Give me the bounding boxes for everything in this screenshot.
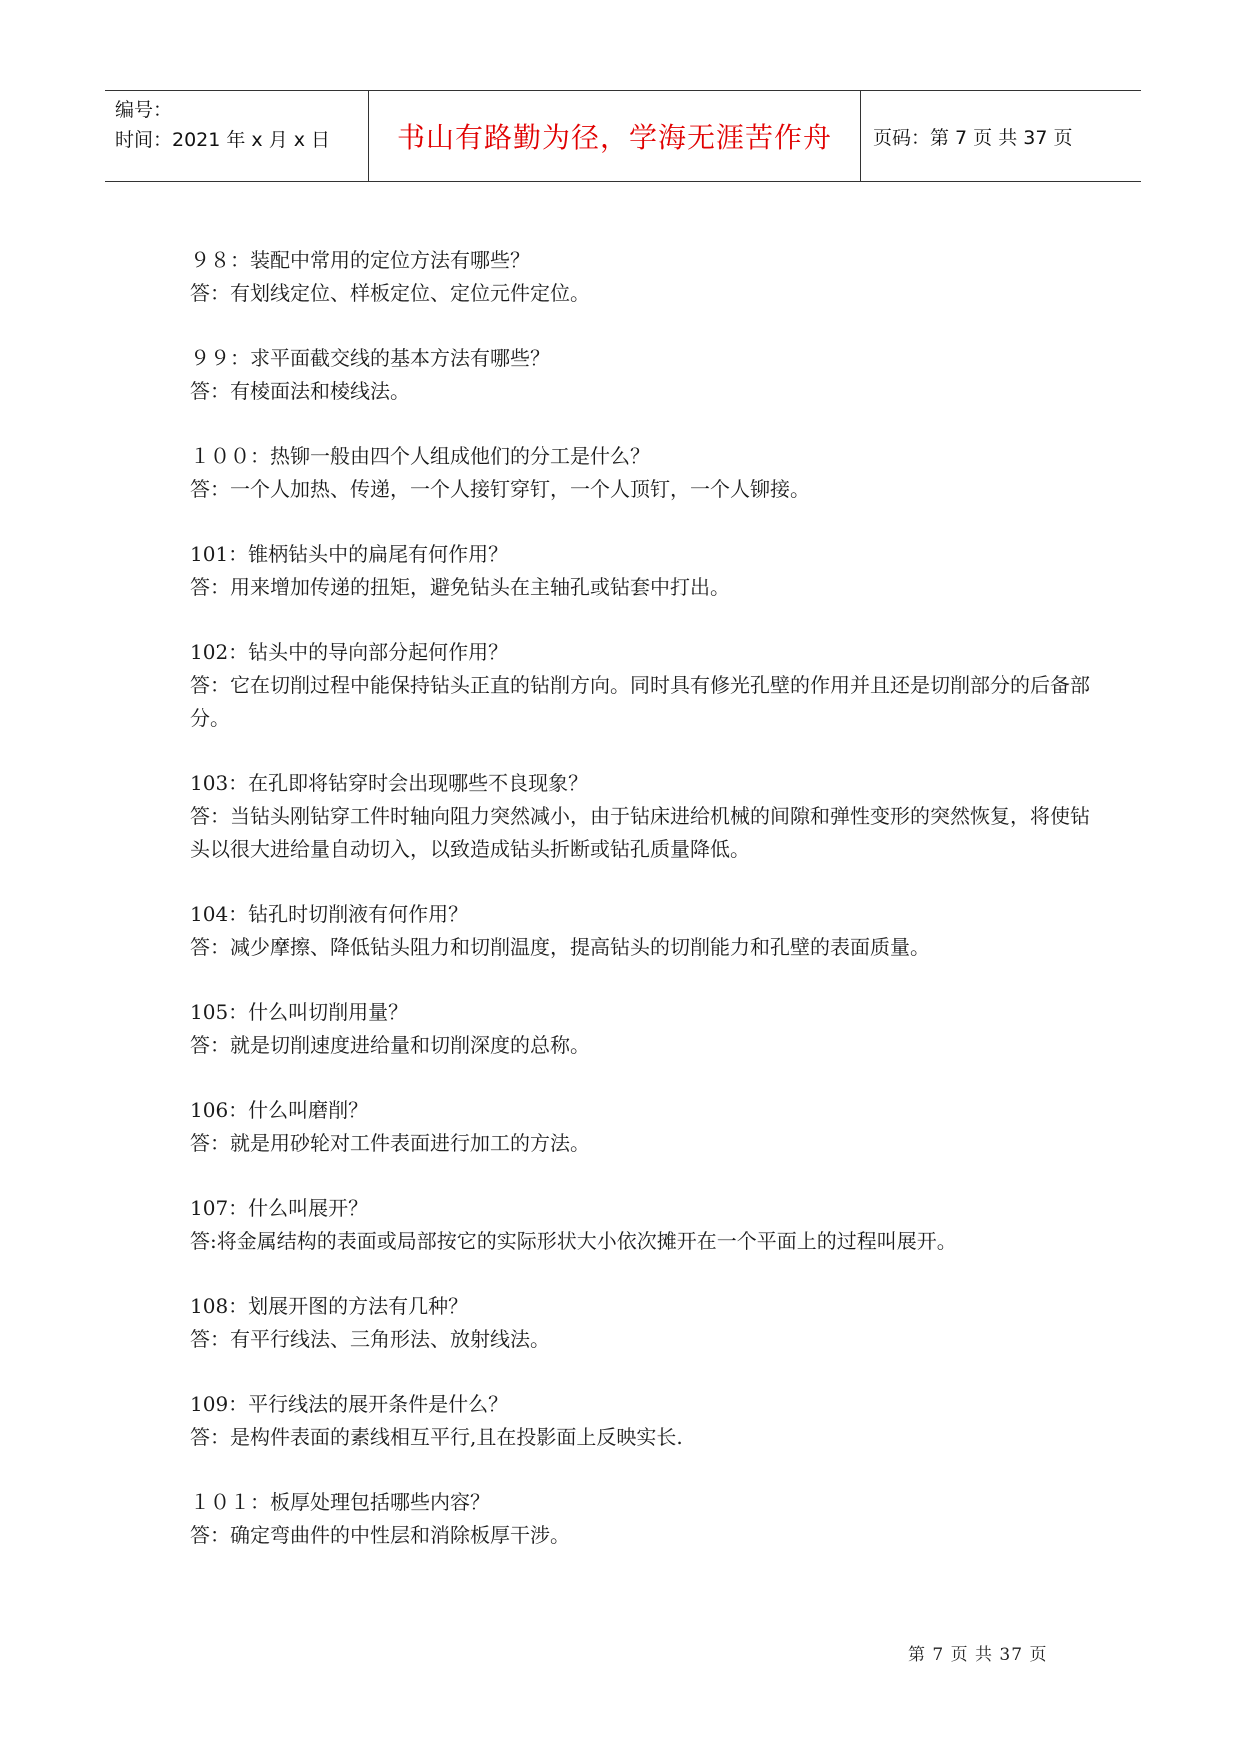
qa-item — [190, 538, 1090, 604]
qa-item — [190, 440, 1090, 506]
qa-item — [190, 767, 1090, 866]
answer: 答：当钻头刚钻穿工件时轴向阻力突然减小，由于钻床进给机械的间隙和弹性变形的突然恢复，将使钻头以很大进给量自动切入，以致造成钻头折断或钻孔质量降低。 — [190, 804, 1090, 861]
header-motto: 书山有路勤为径，学海无涯苦作舟 — [369, 91, 861, 181]
qa-item — [190, 636, 1090, 735]
question: 108：划展开图的方法有几种？ — [190, 1294, 469, 1318]
qa-item — [190, 1388, 1090, 1454]
qa-list — [190, 244, 1090, 1584]
question: 106：什么叫磨削？ — [190, 1098, 369, 1122]
question: ９９：求平面截交线的基本方法有哪些？ — [190, 346, 550, 370]
question: 102：钻头中的导向部分起何作用？ — [190, 640, 509, 664]
answer: 答：用来增加传递的扭矩，避免钻头在主轴孔或钻套中打出。 — [190, 575, 730, 599]
date-label: 时间：2021 年 x 月 x 日 — [115, 129, 331, 151]
question: １００：热铆一般由四个人组成他们的分工是什么？ — [190, 444, 650, 468]
qa-item — [190, 1290, 1090, 1356]
answer: 答：就是切削速度进给量和切削深度的总称。 — [190, 1033, 590, 1057]
header-meta — [105, 91, 369, 181]
answer: 答：确定弯曲件的中性层和消除板厚干涉。 — [190, 1523, 570, 1547]
header-page-info: 页码：第 7 页 共 37 页 — [873, 126, 1073, 149]
question: １０１：板厚处理包括哪些内容？ — [190, 1490, 490, 1514]
question: 101：锥柄钻头中的扁尾有何作用？ — [190, 542, 509, 566]
answer: 答：有棱面法和棱线法。 — [190, 379, 410, 403]
answer: 答：减少摩擦、降低钻头阻力和切削温度，提高钻头的切削能力和孔壁的表面质量。 — [190, 935, 930, 959]
question: ９８：装配中常用的定位方法有哪些？ — [190, 248, 530, 272]
answer: 答：它在切削过程中能保持钻头正直的钻削方向。同时具有修光孔壁的作用并且还是切削部分的后备部分。 — [190, 673, 1090, 730]
qa-item — [190, 342, 1090, 408]
page-header — [105, 90, 1141, 182]
page-footer: 第 7 页 共 37 页 — [908, 1645, 1048, 1665]
answer: 答：有划线定位、样板定位、定位元件定位。 — [190, 281, 590, 305]
question: 105：什么叫切削用量？ — [190, 1000, 409, 1024]
answer: 答:将金属结构的表面或局部按它的实际形状大小依次摊开在一个平面上的过程叫展开。 — [190, 1229, 957, 1253]
question: 104：钻孔时切削液有何作用？ — [190, 902, 469, 926]
question: 109：平行线法的展开条件是什么？ — [190, 1392, 509, 1416]
answer: 答：是构件表面的素线相互平行,且在投影面上反映实长. — [190, 1425, 683, 1449]
answer: 答：就是用砂轮对工件表面进行加工的方法。 — [190, 1131, 590, 1155]
qa-item — [190, 996, 1090, 1062]
question: 107：什么叫展开？ — [190, 1196, 369, 1220]
qa-item — [190, 1486, 1090, 1552]
qa-item — [190, 898, 1090, 964]
qa-item — [190, 244, 1090, 310]
qa-item — [190, 1094, 1090, 1160]
question: 103：在孔即将钻穿时会出现哪些不良现象？ — [190, 771, 589, 795]
answer: 答：一个人加热、传递，一个人接钉穿钉，一个人顶钉，一个人铆接。 — [190, 477, 810, 501]
serial-label: 编号： — [115, 99, 173, 121]
qa-item — [190, 1192, 1090, 1258]
answer: 答：有平行线法、三角形法、放射线法。 — [190, 1327, 550, 1351]
